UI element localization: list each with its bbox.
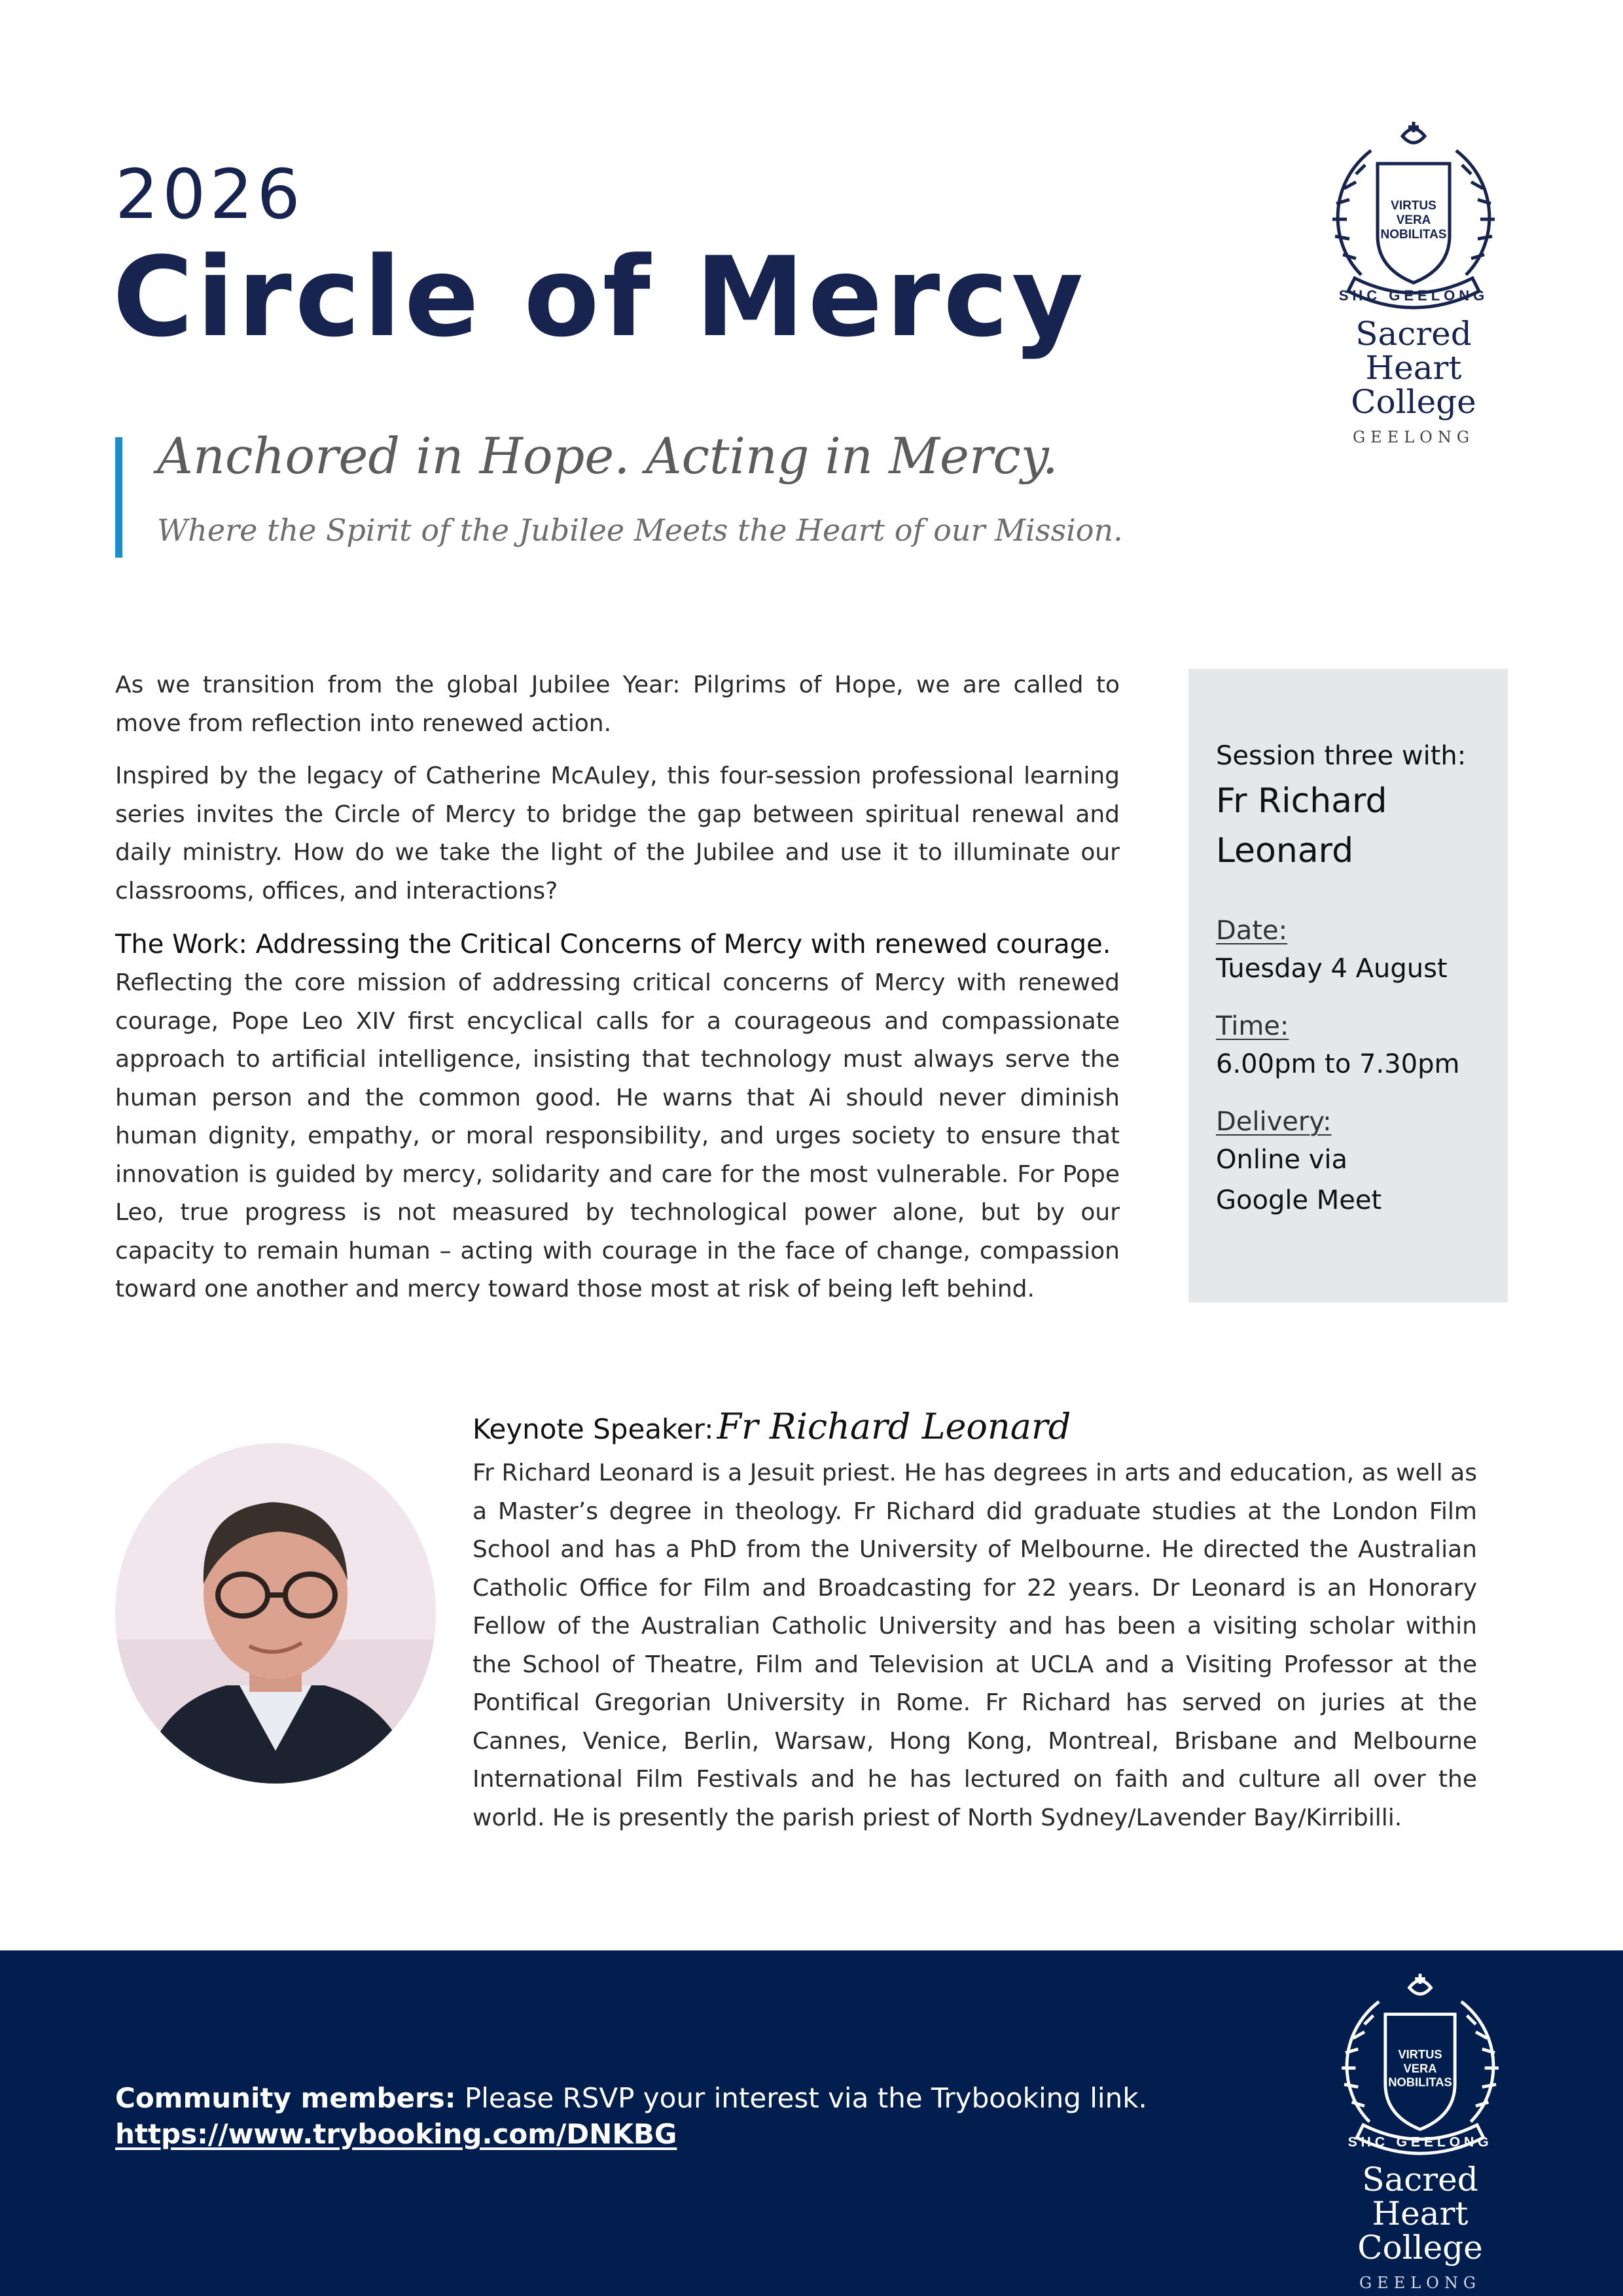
session-label: Session three with: xyxy=(1216,741,1467,771)
speaker-bio: Fr Richard Leonard is a Jesuit priest. He has degrees in arts and education, as well as a Master’s degree in theology. Fr Richard did graduate studies at the London Film School and has a PhD from the University of Melbourne. He directed the Australian Catholic Office for Film and Broadcasting for 22 years. Dr Leonard is an Honorary Fellow of the Australian Catholic University and has been a visiting scholar within the School of Theatre, Film and Television at UCLA and a Visiting Professor at the Pontifical Gregorian University in Rome. Fr Richard has served on juries at the Cannes, Venice, Berlin, Warsaw, Hong Kong, Montreal, Brisbane and Melbourne International Film Festivals and he has lectured on faith and culture all over the world. He is presently the parish priest of North Sydney/Lavender Bay/Kirribilli. xyxy=(473,1460,1477,1831)
event-subtagline: Where the Spirit of the Jubilee Meets the Heart of our Mission. xyxy=(157,512,1123,548)
delivery-label: Delivery: xyxy=(1216,1107,1332,1137)
crest-motto-2: VERA xyxy=(1396,213,1431,227)
crest-footer-motto-2: VERA xyxy=(1403,2061,1437,2075)
crest-motto-3: NOBILITAS xyxy=(1380,228,1447,242)
keynote-speaker-name: Fr Richard Leonard xyxy=(717,1406,1071,1447)
speaker-portrait-image xyxy=(115,1443,436,1784)
rsvp-message: Please RSVP your interest via the Trybooking link. xyxy=(455,2082,1147,2114)
crest-footer-ribbon-text: SHC GEELONG xyxy=(1347,2134,1493,2150)
college-crest-icon xyxy=(1315,111,1512,314)
event-tagline: Anchored in Hope. Acting in Mercy. xyxy=(157,427,1058,485)
date-value: Tuesday 4 August xyxy=(1216,954,1448,984)
college-logo-footer xyxy=(1309,1964,1531,2292)
crest-motto-1: VIRTUS xyxy=(1391,199,1436,213)
crest-ribbon-text: SHC GEELONG xyxy=(1338,287,1489,304)
event-title: Circle of Mercy xyxy=(113,233,1087,361)
quote-accent-bar xyxy=(115,437,122,558)
rsvp-link[interactable]: https://www.trybooking.com/DNKBG xyxy=(115,2118,677,2150)
college-name-footer-line2: College xyxy=(1357,2229,1483,2267)
college-name-line1: Sacred Heart xyxy=(1355,315,1472,387)
time-value: 6.00pm to 7.30pm xyxy=(1216,1049,1460,1079)
speaker-photo xyxy=(115,1443,436,1784)
college-logo xyxy=(1302,111,1525,446)
delivery-value-line1: Online via xyxy=(1216,1145,1348,1175)
college-location: GEELONG xyxy=(1353,428,1474,446)
intro-section xyxy=(115,666,1120,1323)
college-name-footer-line1: Sacred Heart xyxy=(1362,2161,1478,2233)
event-year: 2026 xyxy=(115,154,304,234)
work-heading: The Work: Addressing the Critical Concerns of Mercy with renewed courage. xyxy=(115,929,1111,960)
date-label: Date: xyxy=(1216,916,1288,946)
college-name-line2: College xyxy=(1351,383,1476,421)
intro-paragraph-2: Inspired by the legacy of Catherine McAuley, this four-session professional learning series invites the Circle of Mercy to bridge the gap between spiritual renewal and daily ministry. How do we take the light of the Jubilee and use it to illuminate our classrooms, offices, and interactions? xyxy=(115,762,1120,905)
crest-footer-motto-3: NOBILITAS xyxy=(1388,2075,1452,2089)
session-info-box xyxy=(1188,669,1508,1302)
crest-footer-motto-1: VIRTUS xyxy=(1398,2047,1442,2062)
college-location-footer: GEELONG xyxy=(1359,2274,1481,2292)
delivery-value-line2: Google Meet xyxy=(1216,1185,1382,1215)
session-presenter-line2: Leonard xyxy=(1216,831,1354,870)
work-paragraph: Reflecting the core mission of addressing critical concerns of Mercy with renewed courage, Pope Leo XIV first encyclical calls for a courageous and compassionate approach to artificial intelligence, insisting that technology must always serve the human person and the common good. He warns that Ai should never diminish human dignity, empathy, or moral responsibility, and urges society to ensure that innovation is guided by mercy, solidarity and care for the most vulnerable. For Pope Leo, true progress is not measured by technological power alone, but by our capacity to remain human – acting with courage in the face of change, compassion toward one another and mercy toward those most at risk of being left behind. xyxy=(115,969,1120,1302)
keynote-label: Keynote Speaker: xyxy=(473,1413,714,1445)
time-label: Time: xyxy=(1216,1011,1289,1041)
intro-paragraph-1: As we transition from the global Jubilee Year: Pilgrims of Hope, we are called to move from reflection into renewed action. xyxy=(115,672,1120,737)
session-presenter-line1: Fr Richard xyxy=(1216,781,1387,821)
rsvp-label: Community members: xyxy=(115,2082,456,2114)
college-crest-footer-icon xyxy=(1325,1964,1515,2160)
rsvp-text xyxy=(115,2081,1147,2115)
